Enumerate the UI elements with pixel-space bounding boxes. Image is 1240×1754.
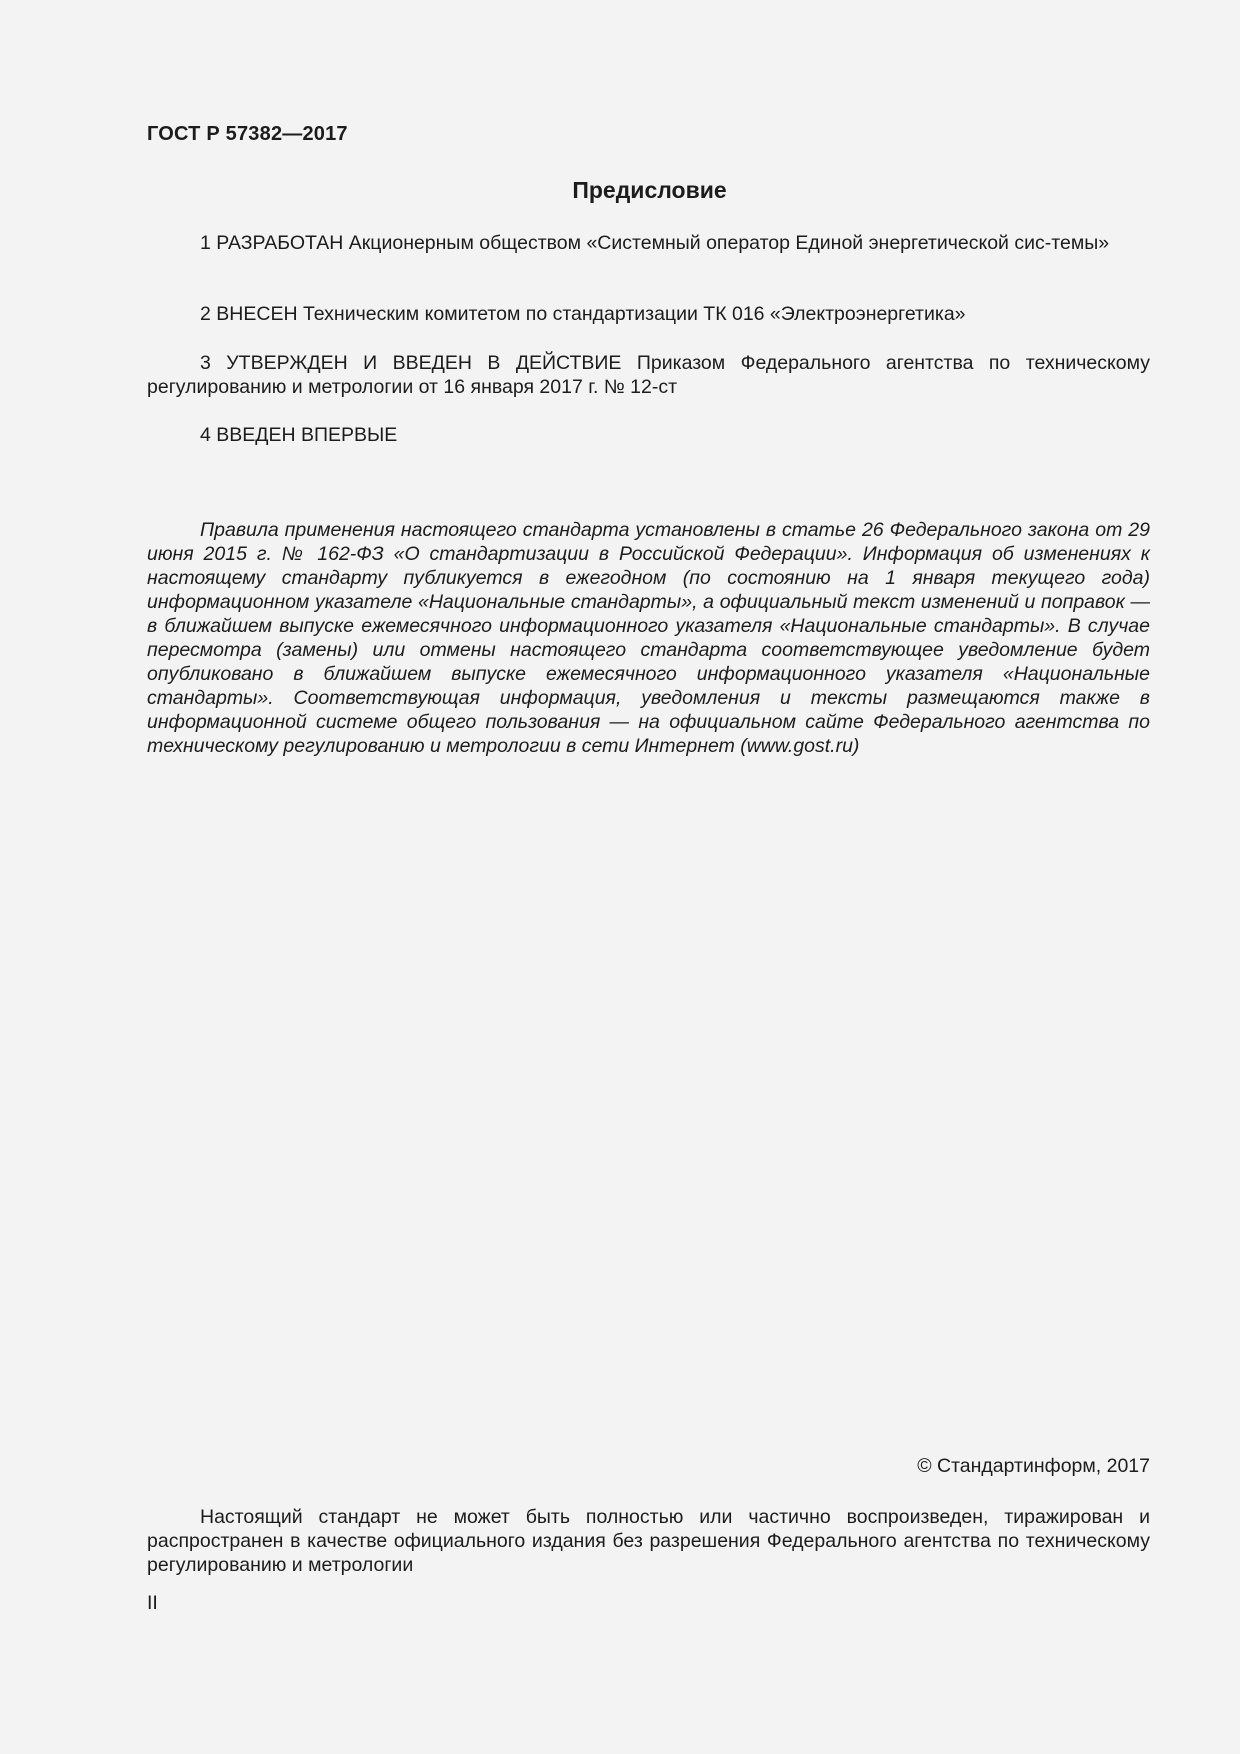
preface-item-2: 2 ВНЕСЕН Техническим комитетом по стандартизации ТК 016 «Электроэнергетика»: [200, 303, 966, 325]
reproduction-notice: Настоящий стандарт не может быть полностью или частично воспроизведен, тиражирован и распространен в качестве официального издания без разрешения Федерального агентства по техническому регулированию и метрологии: [147, 1506, 1150, 1576]
copyright-line: © Стандартинформ, 2017: [917, 1455, 1150, 1477]
preface-item-4: 4 ВВЕДЕН ВПЕРВЫЕ: [200, 424, 398, 446]
document-code: ГОСТ Р 57382—2017: [147, 123, 348, 145]
standard-application-notice: Правила применения настоящего стандарта установлены в статье 26 Федерального закона от 29 июня 2015 г. № 162-ФЗ «О стандартизации в Российской Федерации». Информация об изменениях к настоящему стандарту публикуется в ежегодном (по состоянию на 1 января текущего года) информационном указателе «Национальные стандарты», а официальный текст изменений и поправок — в ближайшем выпуске ежемесячного информационного указателя «Национальные стандарты». В случае пересмотра (замены) или отмены настоящего стандарта соответствующее уведомление будет опубликовано в ближайшем выпуске ежемесячного информационного указателя «Национальные стандарты». Соответствующая информация, уведомления и тексты размещаются также в информационной системе общего пользования — на официальном сайте Федерального агентства по техническому регулированию и метрологии в сети Интернет (www.gost.ru): [147, 519, 1150, 757]
page-number: II: [147, 1592, 158, 1614]
preface-title: Предисловие: [572, 177, 727, 203]
preface-item-3: 3 УТВЕРЖДЕН И ВВЕДЕН В ДЕЙСТВИЕ Приказом Федерального агентства по техническому регулированию и метрологии от 16 января 2017 г. № 12-ст: [147, 352, 1150, 398]
preface-item-1: 1 РАЗРАБОТАН Акционерным обществом «Системный оператор Единой энергетической сис-темы»: [200, 232, 1110, 254]
